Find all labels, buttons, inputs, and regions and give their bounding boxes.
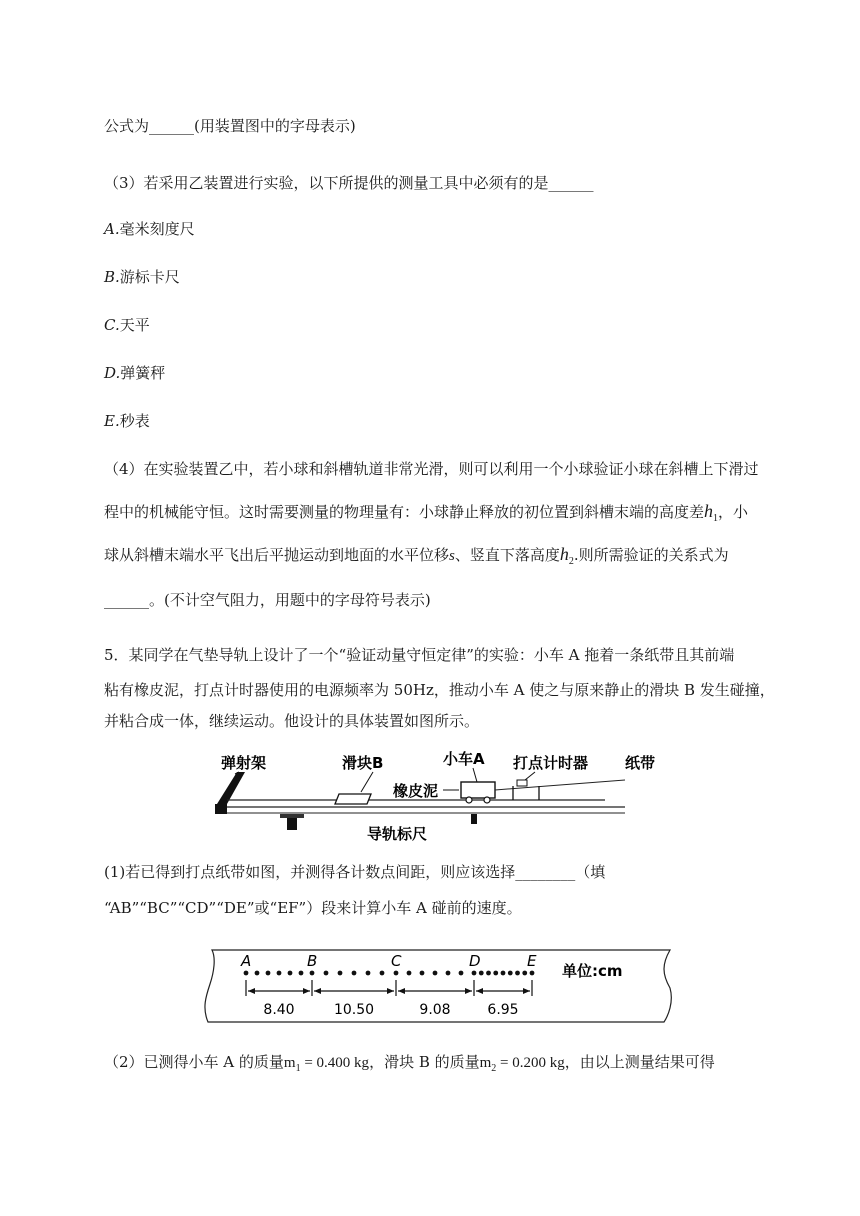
dimension-arrow xyxy=(398,988,405,994)
question-4-line3 xyxy=(104,544,729,568)
sub-question-2 xyxy=(104,1052,715,1075)
label-tape: 纸带 xyxy=(625,754,656,772)
tape-dot xyxy=(501,971,506,976)
tape-point-labels xyxy=(240,952,537,970)
option-text: 游标卡尺 xyxy=(119,268,180,286)
h-symbol: h xyxy=(559,544,569,564)
q-text: ，滑块 B 的质量 xyxy=(369,1053,480,1071)
q-text: （2）已测得小车 A 的质量 xyxy=(104,1053,284,1071)
tape-point-label-c: C xyxy=(391,952,402,970)
h2-symbol xyxy=(559,544,574,567)
dimension-label: 8.40 xyxy=(263,1002,295,1018)
tape-dot xyxy=(366,971,371,976)
tape-dot xyxy=(310,971,315,976)
tape-dot xyxy=(255,971,260,976)
subscript: 1 xyxy=(295,1063,301,1074)
leader-cart xyxy=(473,768,477,782)
tape-dot xyxy=(266,971,271,976)
subscript: 1 xyxy=(713,513,719,524)
q4-text: 程中的机械能守恒。这时需要测量的物理量有：小球静止释放的初位置到斜槽末端的高度差 xyxy=(104,503,705,521)
dimension-arrow xyxy=(465,988,472,994)
leader-slider xyxy=(361,772,373,792)
question-4-line1: （4）在实验装置乙中，若小球和斜槽轨道非常光滑，则可以利用一个小球验证小球在斜槽上下滑过 xyxy=(104,460,759,478)
apparatus-figure xyxy=(205,742,685,848)
dimension-arrow xyxy=(303,988,310,994)
label-putty: 橡皮泥 xyxy=(393,782,439,800)
tape-dot xyxy=(244,971,249,976)
option-e xyxy=(104,411,150,431)
m2-expression xyxy=(479,1055,565,1074)
q-text: ，由以上测量结果可得 xyxy=(564,1053,715,1071)
tape-dots xyxy=(244,971,535,976)
option-text: 毫米刻度尺 xyxy=(119,220,195,238)
leader-timer xyxy=(525,772,535,780)
label-slider: 滑块B xyxy=(342,754,384,772)
tape-dot xyxy=(324,971,329,976)
m1-value: = 0.400 kg xyxy=(300,1055,370,1071)
option-letter: B. xyxy=(104,268,120,286)
sub-question-1-line1: (1)若已得到打点纸带如图，并测得各计数点间距，则应该选择________（填 xyxy=(104,863,606,881)
m-symbol: m xyxy=(479,1055,492,1071)
tape-dot xyxy=(486,971,491,976)
tape-point-label-b: B xyxy=(307,952,318,970)
tape-dot xyxy=(515,971,520,976)
dimension-label: 10.50 xyxy=(333,1002,375,1018)
option-c xyxy=(104,315,150,335)
tape-point-label-d: D xyxy=(469,952,481,970)
tape-dot xyxy=(459,971,464,976)
h-symbol: h xyxy=(704,501,714,521)
tape-dot xyxy=(288,971,293,976)
dimension-arrow xyxy=(387,988,394,994)
option-letter: A. xyxy=(104,220,120,238)
tape-dot xyxy=(420,971,425,976)
dimension-arrow xyxy=(248,988,255,994)
problem-5-line2: 粘有橡皮泥，打点计时器使用的电源频率为 50Hz，推动小车 A 使之与原来静止的滑块 B 发生碰撞， xyxy=(104,681,775,699)
tape-dot xyxy=(522,971,527,976)
sub-question-1-line2: “AB”“BC”“CD”“DE”或“EF”）段来计算小车 A 碰前的速度。 xyxy=(104,899,522,917)
q4-text: 、竖直下落高度 xyxy=(454,546,560,564)
slider-shape xyxy=(335,794,371,804)
h1-symbol xyxy=(704,501,719,524)
tape-dot xyxy=(380,971,385,976)
tape-dot xyxy=(508,971,513,976)
timer-shape xyxy=(513,780,539,800)
line-formula: 公式为______(用装置图中的字母表示) xyxy=(104,117,356,135)
tape-dot xyxy=(446,971,451,976)
dimension-label: 6.95 xyxy=(487,1002,519,1018)
option-b xyxy=(104,267,180,287)
tape-point-label-a: A xyxy=(241,952,252,970)
m-symbol: m xyxy=(283,1055,296,1071)
subscript: 2 xyxy=(491,1063,497,1074)
tape-dot xyxy=(472,971,477,976)
tape-dot xyxy=(338,971,343,976)
dimension-arrow xyxy=(314,988,321,994)
m2-value: = 0.200 kg xyxy=(496,1055,565,1071)
launcher-shape xyxy=(215,772,245,814)
problem-5-line3: 并粘合成一体，继续运动。他设计的具体装置如图所示。 xyxy=(104,712,480,730)
tape-dimensions xyxy=(246,980,532,1018)
option-text: 天平 xyxy=(119,316,150,334)
dimension-arrow xyxy=(523,988,530,994)
question-3: （3）若采用乙装置进行实验，以下所提供的测量工具中必须有的是______ xyxy=(104,174,594,192)
option-a xyxy=(104,219,195,239)
label-cart: 小车A xyxy=(443,750,485,768)
q4-text: .则所需验证的关系式为 xyxy=(573,546,729,564)
tape-dot xyxy=(299,971,304,976)
option-text: 秒表 xyxy=(119,412,150,430)
tape-dot xyxy=(493,971,498,976)
question-4-line4: ______。(不计空气阻力，用题中的字母符号表示) xyxy=(104,591,431,609)
tape-dot xyxy=(394,971,399,976)
tape-dot xyxy=(407,971,412,976)
tape-line xyxy=(495,780,625,790)
option-letter: C. xyxy=(104,316,120,334)
tape-unit-label: 单位:cm xyxy=(562,962,623,980)
option-letter: E. xyxy=(104,412,120,430)
subscript: 2 xyxy=(568,556,574,567)
tape-dot xyxy=(433,971,438,976)
s-symbol: s xyxy=(449,548,455,564)
tape-point-label-e: E xyxy=(527,952,537,970)
q4-text: 球从斜槽末端水平飞出后平抛运动到地面的水平位移 xyxy=(104,546,450,564)
question-4-line2 xyxy=(104,501,748,525)
problem-5-line1: 5．某同学在气垫导轨上设计了一个“验证动量守恒定律”的实验：小车 A 拖着一条纸带且其前端 xyxy=(104,646,735,664)
dimension-arrow xyxy=(476,988,483,994)
m1-expression xyxy=(283,1055,370,1074)
option-letter: D. xyxy=(104,364,121,382)
label-timer: 打点计时器 xyxy=(513,754,589,772)
tape-dot xyxy=(352,971,357,976)
q4-text: ，小 xyxy=(718,503,749,521)
label-launcher: 弹射架 xyxy=(221,754,267,772)
tape-dot xyxy=(530,971,535,976)
option-d xyxy=(104,363,165,383)
dimension-label: 9.08 xyxy=(419,1002,451,1018)
tape-dot xyxy=(479,971,484,976)
tape-figure xyxy=(198,944,678,1026)
tape-dot xyxy=(277,971,282,976)
option-text: 弹簧秤 xyxy=(120,364,166,382)
label-rail: 导轨标尺 xyxy=(367,825,428,843)
